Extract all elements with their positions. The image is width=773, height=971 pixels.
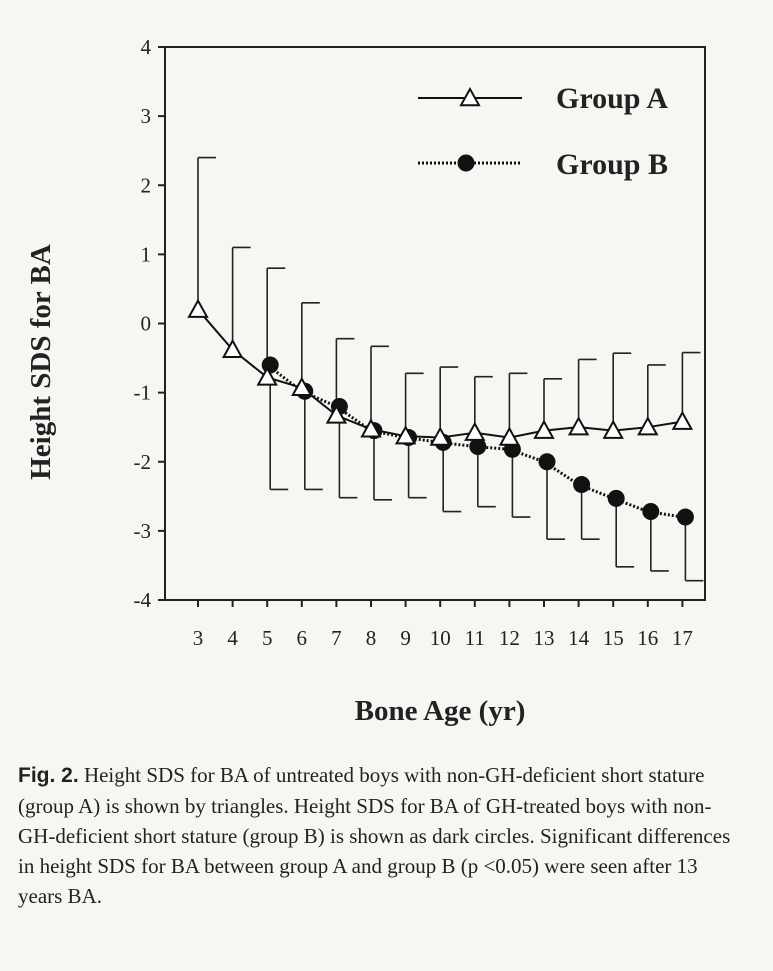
x-tick-label: 5	[261, 626, 273, 650]
y-tick-label: -1	[133, 380, 151, 405]
x-tick-label: 12	[498, 626, 520, 650]
data-point-group-b	[262, 356, 279, 373]
y-tick-label: -4	[133, 588, 151, 612]
legend-label-group-a: Group A	[556, 82, 668, 115]
caption-text: Height SDS for BA of untreated boys with non-GH-deficient short stature (group A) is shown by triangles. Height SDS for BA of GH-treated boys with non-GH-deficient short stature (group B) is shown as dark circles. Significant differences in height SDS for BA between group A and group B (p <0.05) were seen after 13 years BA.	[18, 763, 731, 908]
y-axis-title: Height SDS for BA	[25, 244, 57, 480]
x-tick-label: 16	[637, 626, 659, 650]
y-tick-label: 3	[140, 104, 151, 129]
x-tick-label: 8	[365, 626, 377, 650]
x-axis-title: Bone Age (yr)	[354, 695, 526, 727]
y-tick-label: 1	[140, 242, 151, 267]
data-point-group-a	[673, 413, 691, 429]
x-tick-label: 3	[192, 626, 204, 650]
y-tick-label: 0	[140, 311, 151, 336]
x-tick-label: 10	[429, 626, 451, 650]
y-tick-label: 2	[140, 173, 151, 198]
data-point-group-b	[573, 476, 590, 493]
legend-marker-group-b	[458, 155, 475, 172]
x-tick-label: 7	[331, 626, 342, 650]
y-tick-label: 4	[140, 35, 151, 59]
data-point-group-b	[677, 509, 694, 526]
data-point-group-a	[189, 301, 207, 317]
data-point-group-a	[570, 418, 588, 434]
legend-label-group-b: Group B	[556, 148, 668, 181]
x-tick-label: 9	[400, 626, 411, 650]
caption-label: Fig. 2.	[18, 764, 79, 787]
data-point-group-a	[466, 424, 484, 440]
x-tick-label: 15	[602, 626, 624, 650]
y-tick-label: -2	[133, 449, 151, 474]
data-point-group-b	[642, 503, 659, 520]
x-tick-label: 14	[568, 626, 590, 650]
x-tick-label: 17	[671, 626, 693, 650]
plot-frame	[165, 47, 705, 600]
x-tick-label: 4	[227, 626, 238, 650]
data-point-group-b	[539, 453, 556, 470]
x-tick-label: 11	[464, 626, 485, 650]
x-tick-label: 13	[533, 626, 555, 650]
data-point-group-b	[608, 490, 625, 507]
x-tick-label: 6	[296, 626, 308, 650]
figure-caption	[18, 760, 738, 911]
y-tick-label: -3	[133, 518, 151, 543]
